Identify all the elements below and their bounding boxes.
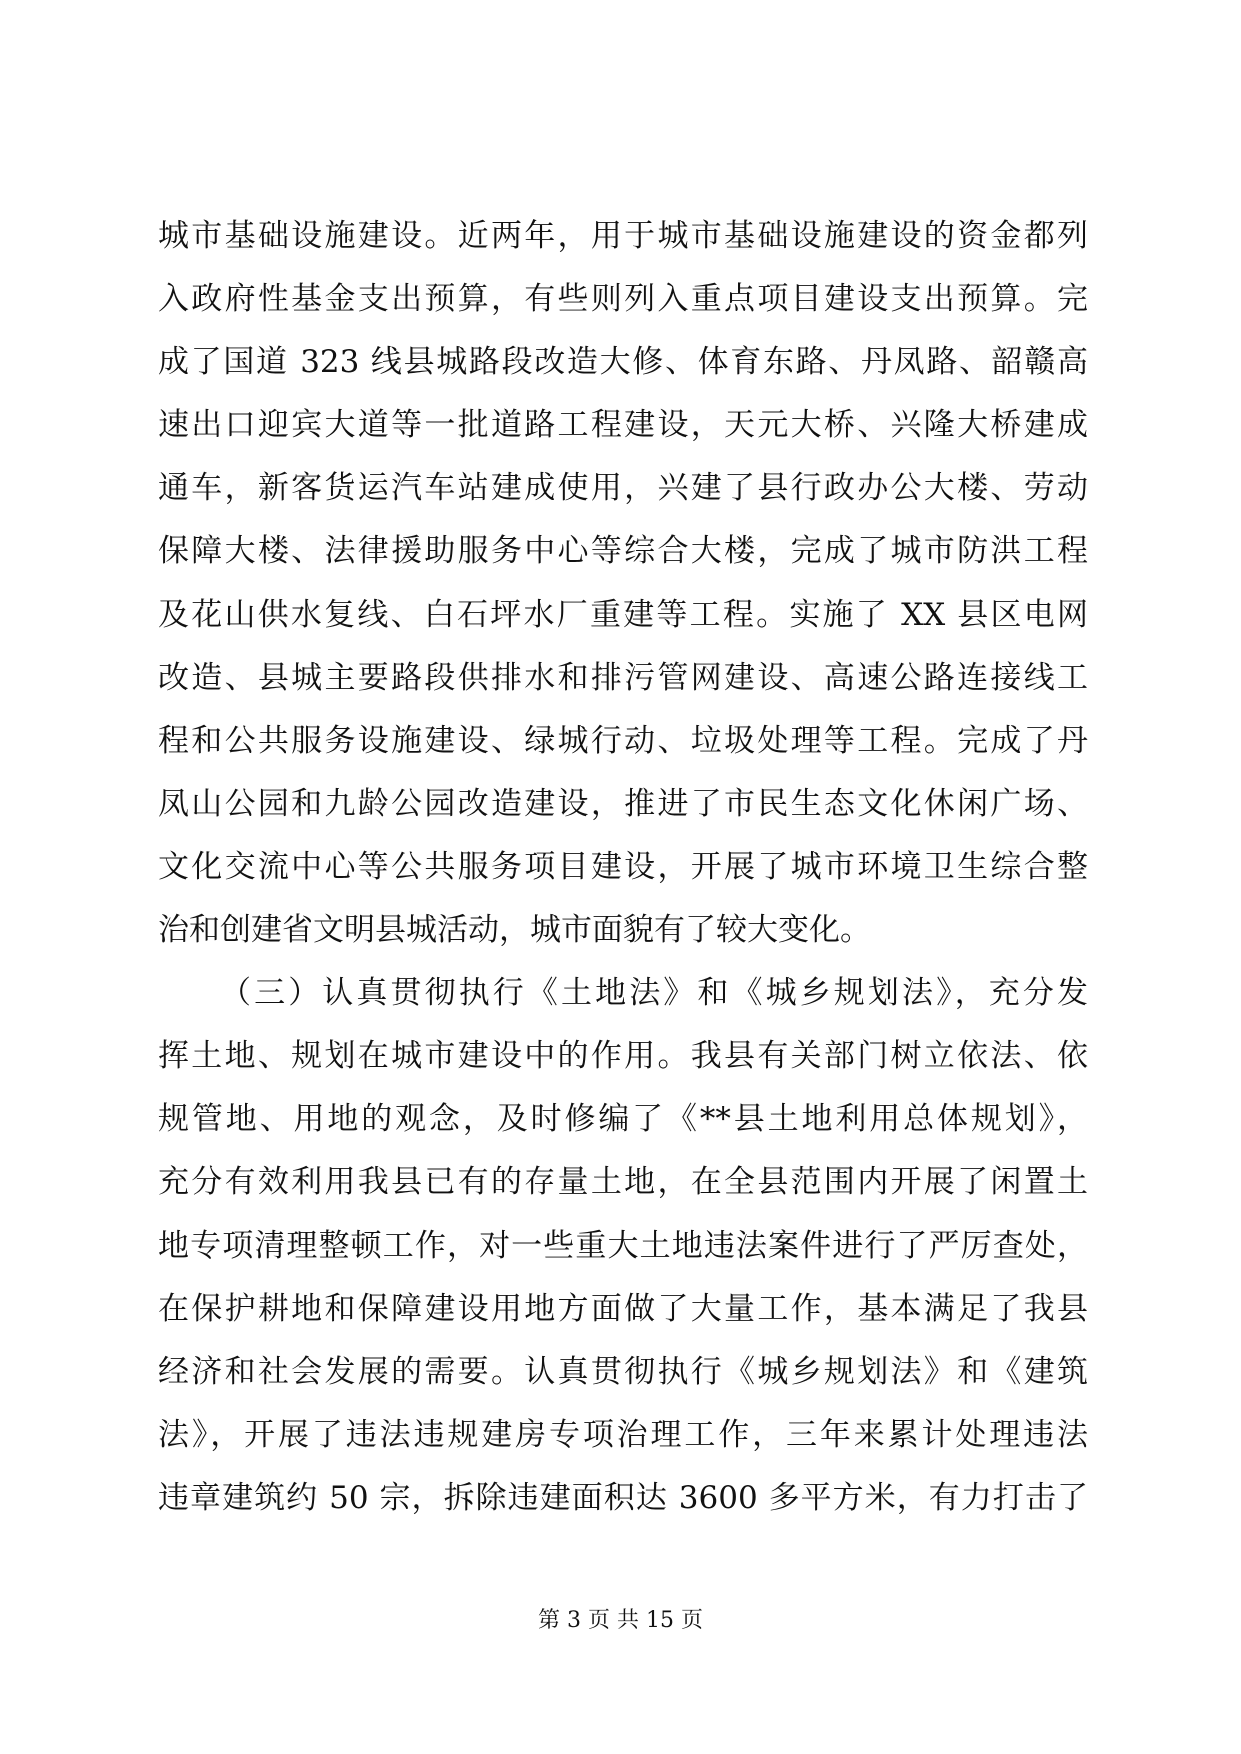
- text-line: 速出口迎宾大道等一批道路工程建设，天元大桥、兴隆大桥建成: [158, 407, 1088, 444]
- text-line: 违章建筑约 50 宗，拆除违建面积达 3600 多平方米，有力打击了: [158, 1479, 1088, 1516]
- text-line: 通车，新客货运汽车站建成使用，兴建了县行政办公大楼、劳动: [158, 470, 1088, 507]
- text-line: 程和公共服务设施建设、绿城行动、垃圾处理等工程。完成了丹: [158, 722, 1088, 759]
- text-line: 规管地、用地的观念，及时修编了《**县土地利用总体规划》，: [158, 1101, 1088, 1138]
- text-line: 保障大楼、法律援助服务中心等综合大楼，完成了城市防洪工程: [158, 533, 1088, 570]
- text-line: 成了国道 323 线县城路段改造大修、体育东路、丹凤路、韶赣高: [158, 344, 1088, 381]
- text-line: 改造、县城主要路段供排水和排污管网建设、高速公路连接线工: [158, 659, 1088, 696]
- text-line: 凤山公园和九龄公园改造建设，推进了市民生态文化休闲广场、: [158, 785, 1088, 822]
- text-line: 挥土地、规划在城市建设中的作用。我县有关部门树立依法、依: [158, 1038, 1088, 1075]
- text-line: 地专项清理整顿工作，对一些重大土地违法案件进行了严厉查处，: [158, 1227, 1088, 1264]
- text-line: 充分有效利用我县已有的存量土地，在全县范围内开展了闲置土: [158, 1164, 1088, 1201]
- section-heading-line: （三）认真贯彻执行《土地法》和《城乡规划法》，充分发: [220, 975, 1088, 1012]
- text-line: 法》，开展了违法违规建房专项治理工作，三年来累计处理违法: [158, 1416, 1088, 1453]
- text-line: 经济和社会发展的需要。认真贯彻执行《城乡规划法》和《建筑: [158, 1353, 1088, 1390]
- text-line: 城市基础设施建设。近两年，用于城市基础设施建设的资金都列: [158, 218, 1088, 254]
- body-text: [158, 205, 1088, 1530]
- text-line: 入政府性基金支出预算，有些则列入重点项目建设支出预算。完: [158, 281, 1088, 318]
- page-number-footer: 第 3 页 共 15 页: [538, 1608, 703, 1633]
- text-line: 文化交流中心等公共服务项目建设，开展了城市环境卫生综合整: [158, 848, 1088, 885]
- text-line: 及花山供水复线、白石坪水厂重建等工程。实施了 XX 县区电网: [158, 596, 1088, 633]
- text-line: 在保护耕地和保障建设用地方面做了大量工作，基本满足了我县: [158, 1290, 1088, 1327]
- text-line: 治和创建省文明县城活动，城市面貌有了较大变化。: [158, 912, 871, 949]
